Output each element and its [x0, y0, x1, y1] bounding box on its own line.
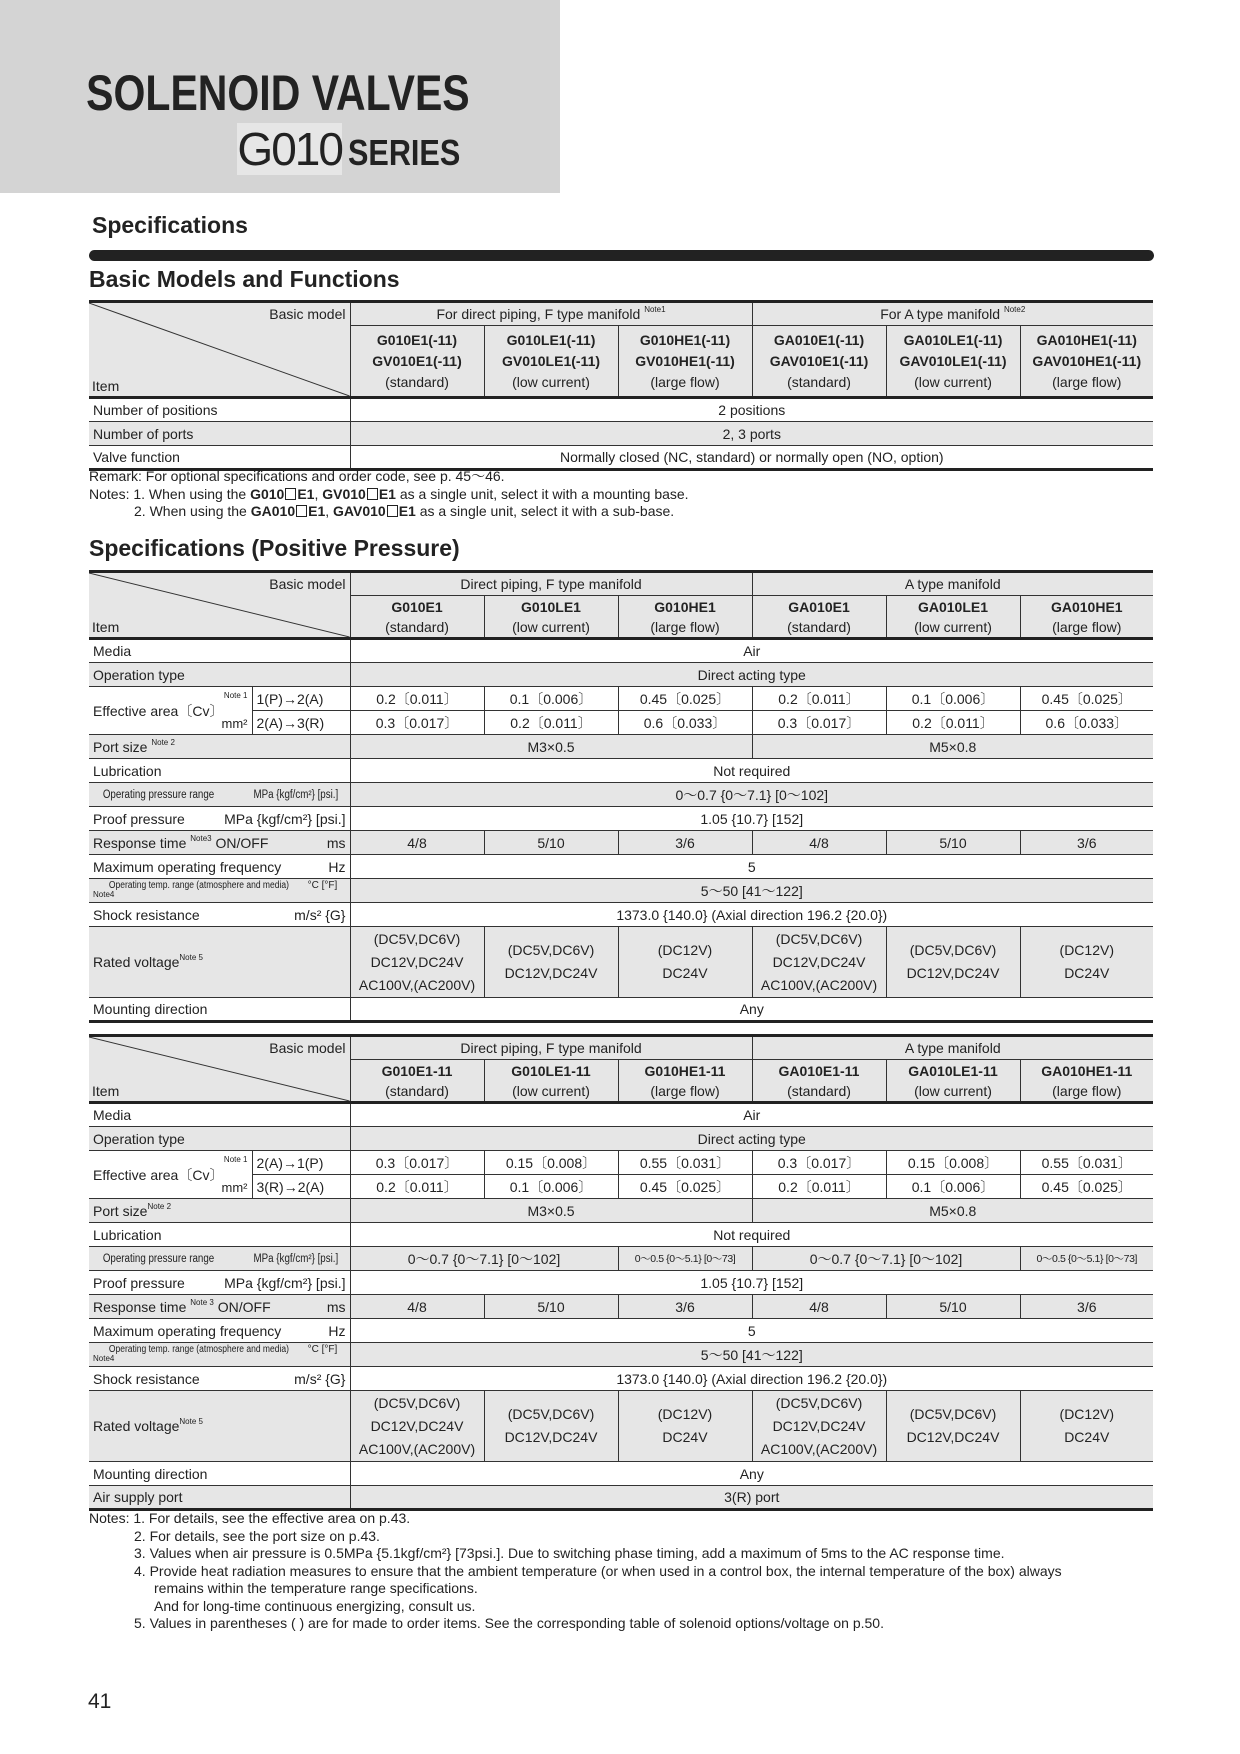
max-frequency-value: 5 — [350, 855, 1153, 879]
voltage-cell: (DC12V) DC24V — [1020, 1391, 1153, 1462]
media-value: Air — [350, 639, 1153, 663]
row-label-media: Media — [89, 1103, 350, 1127]
model-header: GA010LE1-11 (low current) — [886, 1060, 1020, 1103]
cell: 5/10 — [886, 831, 1020, 855]
voltage-cell: (DC5V,DC6V) DC12V,DC24V AC100V,(AC200V) — [350, 927, 484, 998]
proof-pressure-value: 1.05 {10.7} [152] — [350, 807, 1153, 831]
max-frequency-value: 5 — [350, 1319, 1153, 1343]
row-label: Number of positions — [89, 398, 350, 422]
model-header: G010HE1-11 (large flow) — [618, 1060, 752, 1103]
model-header: GA010LE1 (low current) — [886, 596, 1020, 639]
row-value: 2, 3 ports — [350, 422, 1153, 446]
page-number: 41 — [88, 1690, 112, 1713]
section-rule — [89, 250, 1154, 261]
cell: 3/6 — [618, 831, 752, 855]
header-corner — [89, 302, 350, 398]
cell: 0.2〔0.011〕 — [350, 687, 484, 711]
model-header: G010E1-11 (standard) — [350, 1060, 484, 1103]
voltage-cell: (DC12V) DC24V — [1020, 927, 1153, 998]
remark: Remark: For optional specifications and order code, see p. 45～46. — [89, 468, 505, 484]
cell: 3/6 — [1020, 831, 1153, 855]
group-a-type: A type manifold — [752, 572, 1153, 596]
cell: 0.3〔0.017〕 — [350, 711, 484, 735]
row-label-mounting: Mounting direction — [89, 1462, 350, 1486]
row-label: Number of ports — [89, 422, 350, 446]
spec-notes — [89, 1510, 1062, 1633]
voltage-cell: (DC5V,DC6V) DC12V,DC24V AC100V,(AC200V) — [752, 927, 886, 998]
port-size-g1: M3×0.5 — [350, 735, 752, 759]
row-label-op-temp: Operating temp. range (atmosphere and media) °C [°F] $^{Note4}$ — [89, 1343, 350, 1367]
cell: 4/8 — [752, 1295, 886, 1319]
basic-models-heading: Basic Models and Functions — [89, 266, 400, 292]
shock-value: 1373.0 {140.0} (Axial direction 196.2 {20.0}) — [350, 903, 1153, 927]
mounting-value: Any — [350, 998, 1153, 1022]
op-pressure-value: 0～0.5 {0～5.1} [0～73] — [618, 1247, 752, 1271]
model-header: G010LE1(-11) GV010LE1(-11) (low current) — [484, 326, 618, 398]
voltage-cell: (DC5V,DC6V) DC12V,DC24V — [484, 927, 618, 998]
flow-direction-1: 1(P)→2(A) — [252, 687, 350, 711]
cell: 0.1〔0.006〕 — [484, 687, 618, 711]
media-value: Air — [350, 1103, 1153, 1127]
port-size-g1: M3×0.5 — [350, 1199, 752, 1223]
row-label-port-size: Port size $^{Note 2}$ — [89, 735, 350, 759]
lubrication-value: Not required — [350, 759, 1153, 783]
cell: 4/8 — [752, 831, 886, 855]
proof-pressure-value: 1.05 {10.7} [152] — [350, 1271, 1153, 1295]
flow-direction-1: 2(A)→1(P) — [252, 1151, 350, 1175]
cell: 0.1〔0.006〕 — [484, 1175, 618, 1199]
series-word: SERIES — [347, 132, 461, 173]
cell: 0.2〔0.011〕 — [350, 1175, 484, 1199]
cell: 0.55〔0.031〕 — [618, 1151, 752, 1175]
row-label-shock: Shock resistance m/s² {G} — [89, 1367, 350, 1391]
cell: 0.1〔0.006〕 — [886, 687, 1020, 711]
row-label-mounting: Mounting direction — [89, 998, 350, 1022]
cell: 0.55〔0.031〕 — [1020, 1151, 1153, 1175]
model-header: GA010E1 (standard) — [752, 596, 886, 639]
cell: 0.6〔0.033〕 — [1020, 711, 1153, 735]
row-label-effective-area: Effective area〔Cv〕 Note 1 mm² — [89, 687, 252, 735]
group-direct-piping: For direct piping, F type manifold $^{Note1}$ — [350, 302, 752, 326]
group-a-type: A type manifold — [752, 1036, 1153, 1060]
model-header: G010LE1-11 (low current) — [484, 1060, 618, 1103]
group-a-type: For A type manifold $^{Note2}$ — [752, 302, 1153, 326]
cell: 4/8 — [350, 1295, 484, 1319]
port-size-g2: M5×0.8 — [752, 735, 1153, 759]
item-label: Item — [92, 378, 120, 394]
row-label-proof-pressure: Proof pressure MPa {kgf/cm²} [psi.] — [89, 807, 350, 831]
voltage-cell: (DC12V) DC24V — [618, 1391, 752, 1462]
model-header: GA010HE1-11 (large flow) — [1020, 1060, 1153, 1103]
model-header: GA010HE1(-11) GAV010HE1(-11) (large flow) — [1020, 326, 1153, 398]
basic-models-table — [89, 300, 1153, 471]
row-value: Normally closed (NC, standard) or normally open (NO, option) — [350, 446, 1153, 470]
row-value: 2 positions — [350, 398, 1153, 422]
voltage-cell: (DC5V,DC6V) DC12V,DC24V — [484, 1391, 618, 1462]
cell: 0.45〔0.025〕 — [1020, 1175, 1153, 1199]
model-header: GA010LE1(-11) GAV010LE1(-11) (low current) — [886, 326, 1020, 398]
op-pressure-value: 0～0.5 {0～5.1} [0～73] — [1020, 1247, 1153, 1271]
title-banner — [0, 0, 560, 193]
voltage-cell: (DC5V,DC6V) DC12V,DC24V — [886, 1391, 1020, 1462]
voltage-cell: (DC5V,DC6V) DC12V,DC24V — [886, 927, 1020, 998]
row-label-op-pressure: Operating pressure range MPa {kgf/cm²} [psi.] — [89, 783, 350, 807]
cell: 5/10 — [886, 1295, 1020, 1319]
note-1: Notes: 1. When using the G010 E1, GV010 E1 as a single unit, select it with a mounting base. — [89, 485, 689, 502]
cell: 5/10 — [484, 831, 618, 855]
cell: 0.3〔0.017〕 — [752, 711, 886, 735]
row-label-op-pressure: Operating pressure range MPa {kgf/cm²} [psi.] — [89, 1247, 350, 1271]
shock-value: 1373.0 {140.0} (Axial direction 196.2 {20.0}) — [350, 1367, 1153, 1391]
flow-direction-2: 3(R)→2(A) — [252, 1175, 350, 1199]
row-label-max-frequency: Maximum operating frequency Hz — [89, 855, 350, 879]
note-4-cont: remains within the temperature range specifications. — [154, 1580, 478, 1596]
operation-type-value: Direct acting type — [350, 1127, 1153, 1151]
op-pressure-value: 0～0.7 {0～7.1} [0～102] — [350, 1247, 618, 1271]
series-code: G010 — [237, 123, 342, 175]
cell: 0.45〔0.025〕 — [618, 687, 752, 711]
cell: 0.2〔0.011〕 — [752, 1175, 886, 1199]
row-label-operation-type: Operation type — [89, 1127, 350, 1151]
basic-notes — [89, 468, 689, 521]
voltage-cell: (DC12V) DC24V — [618, 927, 752, 998]
cell: 0.2〔0.011〕 — [886, 711, 1020, 735]
model-header: G010E1 (standard) — [350, 596, 484, 639]
row-label-media: Media — [89, 639, 350, 663]
spec-table-11 — [89, 1034, 1153, 1511]
row-label-rated-voltage: Rated voltage$^{Note 5}$ — [89, 927, 350, 998]
note-2: 2. When using the GA010 E1, GAV010 E1 as a single unit, select it with a sub-base. — [134, 503, 675, 519]
note-4-cont2: And for long-time continuous energizing, consult us. — [154, 1597, 476, 1614]
cell: 0.1〔0.006〕 — [886, 1175, 1020, 1199]
row-label-port-size: Port size$^{Note 2}$ — [89, 1199, 350, 1223]
row-label-response-time: Response time $^{Note3}$ ON/OFF ms — [89, 831, 350, 855]
flow-direction-2: 2(A)→3(R) — [252, 711, 350, 735]
cell: 0.2〔0.011〕 — [752, 687, 886, 711]
group-direct-piping: Direct piping, F type manifold — [350, 572, 752, 596]
op-temp-value: 5～50 [41～122] — [350, 879, 1153, 903]
group-direct-piping: Direct piping, F type manifold — [350, 1036, 752, 1060]
mounting-value: Any — [350, 1462, 1153, 1486]
cell: 0.2〔0.011〕 — [484, 711, 618, 735]
header-corner: Basic model Item — [89, 572, 350, 639]
cell: 0.15〔0.008〕 — [484, 1151, 618, 1175]
lubrication-value: Not required — [350, 1223, 1153, 1247]
note-2: 2. For details, see the port size on p.43. — [134, 1527, 380, 1544]
section-title: Specifications — [92, 212, 248, 238]
cell: 0.45〔0.025〕 — [1020, 687, 1153, 711]
model-header: G010HE1 (large flow) — [618, 596, 752, 639]
voltage-cell: (DC5V,DC6V) DC12V,DC24V AC100V,(AC200V) — [350, 1391, 484, 1462]
row-label-operation-type: Operation type — [89, 663, 350, 687]
cell: 0.3〔0.017〕 — [752, 1151, 886, 1175]
model-header: GA010E1(-11) GAV010E1(-11) (standard) — [752, 326, 886, 398]
model-header: G010HE1(-11) GV010HE1(-11) (large flow) — [618, 326, 752, 398]
header-corner: Basic model Item — [89, 1036, 350, 1103]
note-4: 4. Provide heat radiation measures to ensure that the ambient temperature (or when used in a control box, the internal temperature of the box) always — [134, 1562, 1062, 1579]
row-label-lubrication: Lubrication — [89, 1223, 350, 1247]
banner-series — [237, 122, 470, 176]
cell: 0.6〔0.033〕 — [618, 711, 752, 735]
note-3: 3. Values when air pressure is 0.5MPa {5.1kgf/cm²} [73psi.]. Due to switching phase timing, add a maximum of 5ms to the AC response time. — [134, 1545, 1005, 1561]
model-header: GA010E1-11 (standard) — [752, 1060, 886, 1103]
cell: 3/6 — [1020, 1295, 1153, 1319]
model-header: GA010HE1 (large flow) — [1020, 596, 1153, 639]
positive-pressure-heading: Specifications (Positive Pressure) — [89, 535, 460, 561]
cell: 0.15〔0.008〕 — [886, 1151, 1020, 1175]
row-label-lubrication: Lubrication — [89, 759, 350, 783]
model-header: G010LE1 (low current) — [484, 596, 618, 639]
note-1: Notes: 1. For details, see the effective area on p.43. — [89, 1510, 411, 1526]
op-pressure-value: 0～0.7 {0～7.1} [0～102] — [752, 1247, 1020, 1271]
model-header: G010E1(-11) GV010E1(-11) (standard) — [350, 326, 484, 398]
cell: 4/8 — [350, 831, 484, 855]
row-label-effective-area: Effective area〔Cv〕 Note 1 mm² — [89, 1151, 252, 1199]
row-label-max-frequency: Maximum operating frequency Hz — [89, 1319, 350, 1343]
voltage-cell: (DC5V,DC6V) DC12V,DC24V AC100V,(AC200V) — [752, 1391, 886, 1462]
port-size-g2: M5×0.8 — [752, 1199, 1153, 1223]
row-label-response-time: Response time $^{Note 3}$ ON/OFF ms — [89, 1295, 350, 1319]
operation-type-value: Direct acting type — [350, 663, 1153, 687]
cell: 3/6 — [618, 1295, 752, 1319]
row-label-proof-pressure: Proof pressure MPa {kgf/cm²} [psi.] — [89, 1271, 350, 1295]
air-supply-value: 3(R) port — [350, 1486, 1153, 1510]
row-label: Valve function — [89, 446, 350, 470]
spec-table-standard — [89, 570, 1153, 1023]
note-5: 5. Values in parentheses ( ) are for made to order items. See the corresponding table of solenoid options/voltage on p.50. — [134, 1615, 884, 1631]
cell: 5/10 — [484, 1295, 618, 1319]
op-pressure-value: 0～0.7 {0～7.1} [0～102] — [350, 783, 1153, 807]
row-label-rated-voltage: Rated voltage$^{Note 5}$ — [89, 1391, 350, 1462]
cell: 0.3〔0.017〕 — [350, 1151, 484, 1175]
row-label-shock: Shock resistance m/s² {G} — [89, 903, 350, 927]
cell: 0.45〔0.025〕 — [618, 1175, 752, 1199]
row-label-op-temp: Operating temp. range (atmosphere and media) °C [°F] $^{Note4}$ — [89, 879, 350, 903]
basic-model-label: Basic model — [269, 306, 346, 322]
op-temp-value: 5～50 [41～122] — [350, 1343, 1153, 1367]
row-label-air-supply: Air supply port — [89, 1486, 350, 1510]
banner-title: SOLENOID VALVES — [86, 65, 470, 121]
